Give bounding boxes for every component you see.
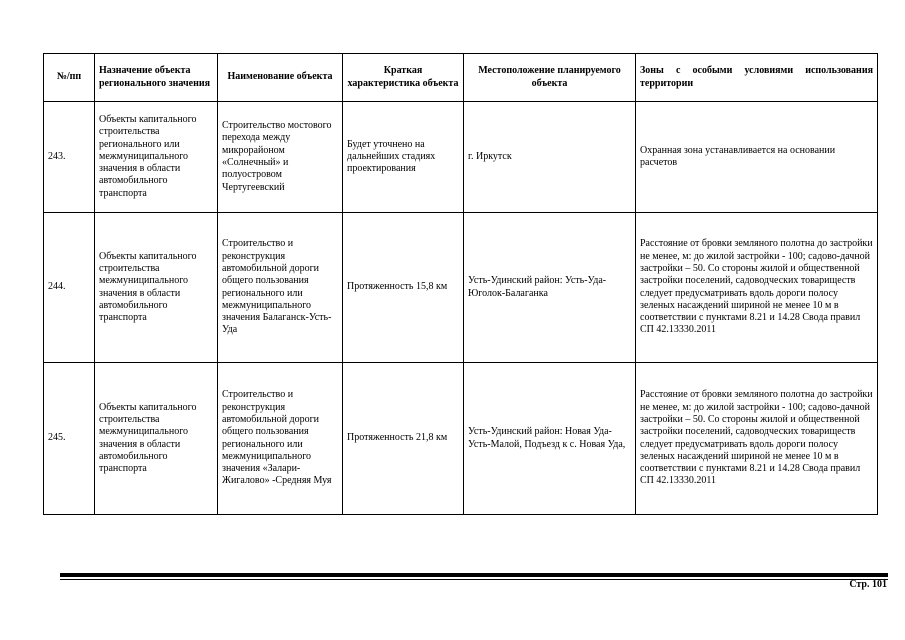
table-header-row: [44, 54, 878, 102]
row-zones: Охранная зона устанавливается на основании расчетов: [636, 102, 878, 213]
regional-objects-table: [43, 53, 878, 515]
table-row: [44, 363, 878, 515]
row-characteristic: Протяженность 21,8 км: [343, 363, 464, 515]
row-purpose: Объекты капитального строительства межмуниципального значения в области автомобильного транспорта: [95, 213, 218, 363]
row-purpose: Объекты капитального строительства регионального или межмуниципального значения в области автомобильного транспорта: [95, 102, 218, 213]
table-row: [44, 102, 878, 213]
header-purpose: Назначение объекта регионального значения: [95, 54, 218, 102]
row-purpose: Объекты капитального строительства межмуниципального значения в области автомобильного транспорта: [95, 363, 218, 515]
footer-divider-thin: [60, 579, 888, 580]
row-object-name: Строительство и реконструкция автомобильной дороги общего пользования регионального или межмуниципального значения Балаганск-Усть-Уда: [218, 213, 343, 363]
table-row: [44, 213, 878, 363]
row-object-name: Строительство мостового перехода между микрорайоном «Солнечный» и полуостровом Чертугеевский: [218, 102, 343, 213]
header-zones: Зоны с особыми условиями использования территории: [636, 54, 878, 102]
row-location: Усть-Удинский район: Усть-Уда-Юголок-Балаганка: [464, 213, 636, 363]
row-characteristic: Будет уточнено на дальнейших стадиях проектирования: [343, 102, 464, 213]
row-characteristic: Протяженность 15,8 км: [343, 213, 464, 363]
page-number: Стр. 101: [849, 579, 887, 590]
header-name: Наименование объекта: [218, 54, 343, 102]
row-number: 243.: [44, 102, 95, 213]
row-zones: Расстояние от бровки земляного полотна до застройки не менее, м: до жилой застройки - 100; садово-дачной застройки – 50. Со стороны жилой и общественной застройки поселений, садоводческих товариществ следует предусматривать вдоль дороги полосу зеленых насаждений шириной не менее 10 м в соответствии с пунктами 8.21 и 14.28 Свода правил СП 42.13330.2011: [636, 213, 878, 363]
row-location: Усть-Удинский район: Новая Уда-Усть-Малой, Подъезд к с. Новая Уда,: [464, 363, 636, 515]
footer-divider-thick: [60, 573, 888, 577]
row-zones: Расстояние от бровки земляного полотна до застройки не менее, м: до жилой застройки - 100; садово-дачной застройки – 50. Со стороны жилой и общественной застройки поселений, садоводческих товариществ следует предусматривать вдоль дороги полосу зеленых насаждений шириной не менее 10 м в соответствии с пунктами 8.21 и 14.28 Свода правил СП 42.13330.2011: [636, 363, 878, 515]
header-characteristic: Краткая характеристика объекта: [343, 54, 464, 102]
header-number: №/пп: [44, 54, 95, 102]
row-number: 244.: [44, 213, 95, 363]
header-location: Местоположение планируемого объекта: [464, 54, 636, 102]
row-number: 245.: [44, 363, 95, 515]
row-location: г. Иркутск: [464, 102, 636, 213]
row-object-name: Строительство и реконструкция автомобильной дороги общего пользования регионального или межмуниципального значения «Залари-Жигалово» -Средняя Муя: [218, 363, 343, 515]
